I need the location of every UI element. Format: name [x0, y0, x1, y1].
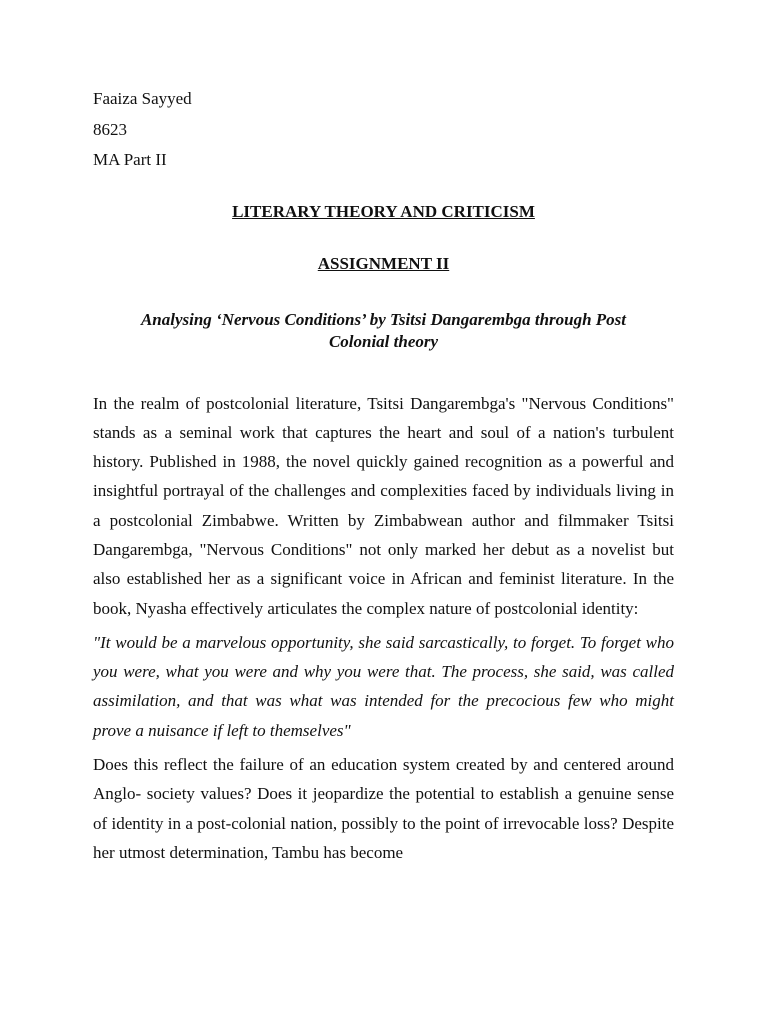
author-name: Faaiza Sayyed: [93, 89, 192, 108]
course-title: LITERARY THEORY AND CRITICISM: [232, 201, 535, 221]
essay-subtitle-line-1: Analysing ‘Nervous Conditions’ by Tsitsi Dangarembga through Post: [140, 309, 627, 329]
body-paragraph-1: In the realm of postcolonial literature, Tsitsi Dangarembga's "Nervous Conditions" stands as a seminal work that captures the heart and soul of a nation's turbulent history. Published in 1988, the novel quickly gained recognition as a powerful and insightful portrayal of the challenges and complexities faced by individuals living in a postcolonial Zimbabwe. Written by Zimbabwean author and filmmaker Tsitsi Dangarembga, "Nervous Conditions" not only marked her debut as a novelist but also established her as a significant voice in African and feminist literature. In the book, Nyasha effectively articulates the complex nature of postcolonial identity:: [93, 393, 674, 618]
body-paragraph-2: Does this reflect the failure of an education system created by and centered around Anglo- society values? Does it jeopardize the potential to establish a genuine sense of identity in a post-colonial nation, possibly to the point of irrevocable loss? Despite her utmost determination, Tambu has become: [93, 755, 674, 862]
document-content: [93, 84, 674, 867]
program-name: MA Part II: [93, 150, 167, 169]
essay-subtitle: [93, 309, 674, 353]
assignment-title: ASSIGNMENT II: [317, 253, 450, 273]
essay-subtitle-line-2: Colonial theory: [328, 331, 439, 351]
student-id: 8623: [93, 119, 127, 139]
block-quote: "It would be a marvelous opportunity, she said sarcastically, to forget. To forget who you were, what you were and why you were that. The process, she said, was called assimilation, and that was what was intended for the precocious few who might prove a nuisance if left to themselves": [93, 632, 674, 740]
